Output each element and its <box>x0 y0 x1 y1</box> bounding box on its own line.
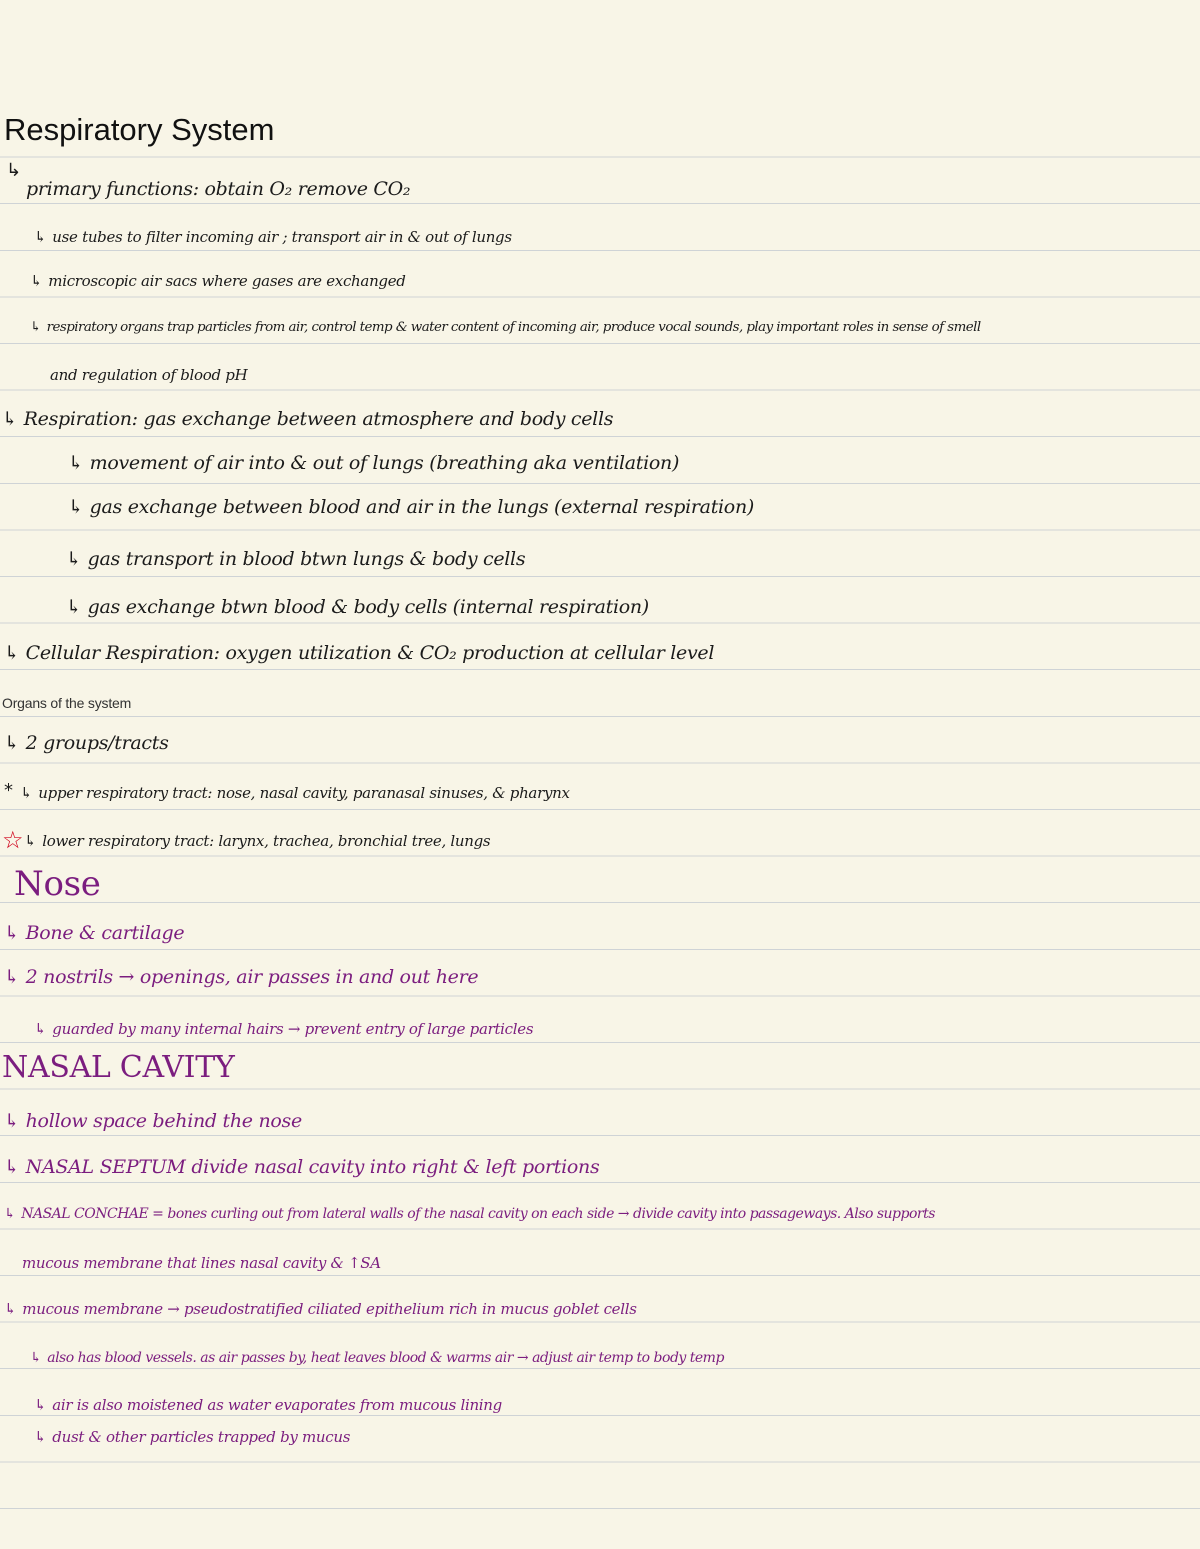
arrow-icon: ↳ <box>4 732 20 754</box>
note-text: use tubes to filter incoming air ; transport air in & out of lungs <box>52 228 512 246</box>
note-text: upper respiratory tract: nose, nasal cavity, paranasal sinuses, & pharynx <box>38 784 570 802</box>
note-line <box>68 452 679 474</box>
star-icon: ☆ <box>2 826 24 854</box>
note-line <box>34 1020 533 1038</box>
arrow-icon: ↳ <box>4 966 20 988</box>
arrow-icon: ↳ <box>66 548 82 570</box>
note-text: mucous membrane that lines nasal cavity & ↑SA <box>22 1254 381 1272</box>
note-text: air is also moistened as water evaporates from mucous lining <box>52 1396 502 1414</box>
note-text: 2 groups/tracts <box>25 732 169 754</box>
section-heading-nasal-cavity: NASAL CAVITY <box>2 1050 235 1085</box>
page-title: Respiratory System <box>4 112 275 147</box>
arrow-icon: ↳ <box>68 496 84 518</box>
note-text: NASAL CONCHAE = bones curling out from lateral walls of the nasal cavity on each side → divide cavity into passageways. Also supports <box>21 1206 935 1222</box>
note-line <box>24 832 490 850</box>
arrow-icon: ↳ <box>6 160 22 181</box>
note-text: movement of air into & out of lungs (breathing aka ventilation) <box>89 452 680 474</box>
asterisk-icon: * <box>4 780 13 801</box>
note-text: Cellular Respiration: oxygen utilization & CO₂ production at cellular level <box>25 642 715 664</box>
note-text: and regulation of blood pH <box>50 366 248 384</box>
note-text: gas exchange btwn blood & body cells (internal respiration) <box>87 596 649 618</box>
arrow-icon: ↳ <box>20 784 33 802</box>
note-line <box>4 1156 599 1178</box>
note-line <box>68 496 754 518</box>
arrow-icon: ↳ <box>34 1020 47 1038</box>
note-line <box>4 1110 302 1132</box>
arrow-icon: ↳ <box>4 1110 20 1132</box>
note-line <box>4 732 169 754</box>
note-text: Bone & cartilage <box>25 922 185 944</box>
arrow-icon: ↳ <box>30 1350 42 1366</box>
note-text: primary functions: obtain O₂ remove CO₂ <box>26 178 411 200</box>
arrow-icon: ↳ <box>66 596 82 618</box>
note-line <box>4 1300 637 1318</box>
note-text: guarded by many internal hairs → prevent entry of large particles <box>52 1020 534 1038</box>
note-line <box>34 1396 502 1414</box>
arrow-icon: ↳ <box>2 408 18 430</box>
arrow-icon: ↳ <box>34 1428 47 1446</box>
arrow-icon: ↳ <box>34 228 47 246</box>
note-line <box>66 596 649 618</box>
note-text: 2 nostrils → openings, air passes in and out here <box>25 966 479 988</box>
note-text: respiratory organs trap particles from air, control temp & water content of incoming air, produce vocal sounds, play important roles in sense of smell <box>46 320 981 335</box>
note-line <box>30 320 981 335</box>
note-text: microscopic air sacs where gases are exchanged <box>48 272 406 290</box>
arrow-icon: ↳ <box>30 320 41 335</box>
section-label: Organs of the system <box>2 695 132 711</box>
arrow-icon: ↳ <box>4 642 20 664</box>
arrow-icon: ↳ <box>4 1156 20 1178</box>
note-text: dust & other particles trapped by mucus <box>52 1428 351 1446</box>
note-text: gas exchange between blood and air in the lungs (external respiration) <box>89 496 754 518</box>
arrow-icon: ↳ <box>30 272 43 290</box>
arrow-icon: ↳ <box>34 1396 47 1414</box>
note-text: mucous membrane → pseudostratified ciliated epithelium rich in mucus goblet cells <box>22 1300 637 1318</box>
note-text: lower respiratory tract: larynx, trachea, bronchial tree, lungs <box>42 832 491 850</box>
arrow-icon: ↳ <box>68 452 84 474</box>
note-text: also has blood vessels. as air passes by, heat leaves blood & warms air → adjust air temp to body temp <box>47 1350 724 1366</box>
note-line <box>50 366 247 384</box>
note-line <box>30 272 406 290</box>
note-line <box>34 1428 350 1446</box>
note-text: hollow space behind the nose <box>25 1110 302 1132</box>
note-line <box>4 1206 935 1222</box>
note-text: gas transport in blood btwn lungs & body cells <box>87 548 526 570</box>
note-text: NASAL SEPTUM divide nasal cavity into right & left portions <box>25 1156 600 1178</box>
note-line <box>26 178 410 200</box>
note-line <box>2 408 613 430</box>
note-line <box>4 642 714 664</box>
note-line <box>4 922 184 944</box>
note-line <box>66 548 525 570</box>
note-line <box>20 784 570 802</box>
arrow-icon: ↳ <box>4 922 20 944</box>
note-line <box>4 966 478 988</box>
note-text: Respiration: gas exchange between atmosphere and body cells <box>23 408 614 430</box>
section-heading-nose: Nose <box>14 864 101 904</box>
arrow-icon: ↳ <box>4 1206 16 1222</box>
note-line <box>22 1254 381 1272</box>
arrow-icon: ↳ <box>4 1300 17 1318</box>
arrow-icon: ↳ <box>24 832 37 850</box>
note-line <box>34 228 512 246</box>
note-line <box>30 1350 724 1366</box>
